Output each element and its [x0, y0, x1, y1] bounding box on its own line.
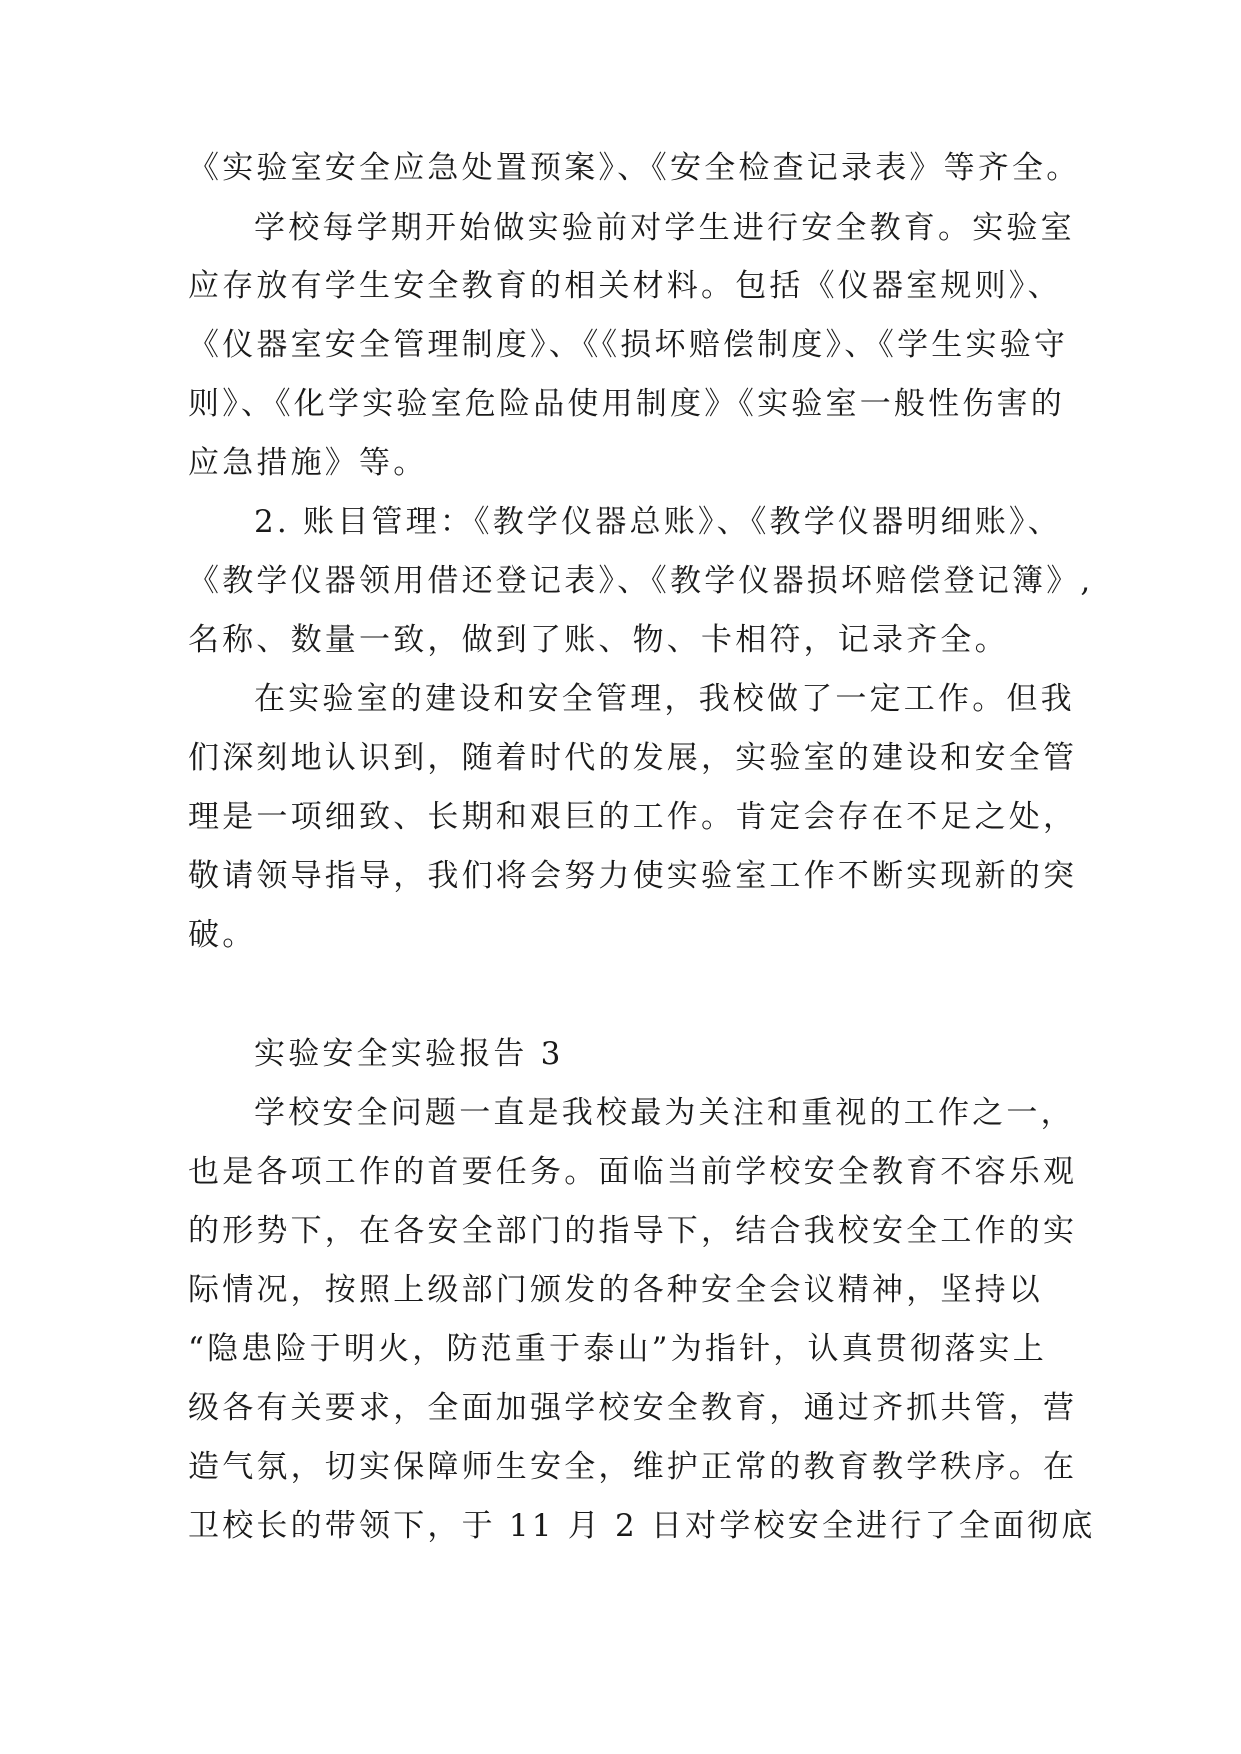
text-line: 学校每学期开始做实验前对学生进行安全教育。实验室	[254, 210, 1075, 246]
text-line: 则》、《化学实验室危险品使用制度》《实验室一般性伤害的	[188, 386, 1065, 422]
text-line: 2. 账目管理：《教学仪器总账》、《教学仪器明细账》、	[254, 504, 1062, 540]
text-line: 际情况，按照上级部门颁发的各种安全会议精神，坚持以	[188, 1272, 1043, 1308]
text-line: 在实验室的建设和安全管理，我校做了一定工作。但我	[254, 681, 1075, 717]
text-line: 们深刻地认识到，随着时代的发展，实验室的建设和安全管	[188, 740, 1078, 776]
text-line: 名称、数量一致，做到了账、物、卡相符，记录齐全。	[188, 622, 1009, 658]
text-line: 《教学仪器领用借还登记表》、《教学仪器损坏赔偿登记簿》,	[188, 563, 1094, 599]
section-heading: 实验安全实验报告 3	[254, 1036, 564, 1072]
text-line: 应存放有学生安全教育的相关材料。包括《仪器室规则》、	[188, 268, 1062, 304]
text-line: 级各有关要求，全面加强学校安全教育，通过齐抓共管，营	[188, 1390, 1078, 1426]
text-line: “隐患险于明火，防范重于泰山”为指针，认真贯彻落实上	[188, 1331, 1047, 1367]
text-line: 《仪器室安全管理制度》、《《损坏赔偿制度》、《学生实验守	[188, 327, 1069, 363]
text-line: 应急措施》等。	[188, 445, 428, 481]
text-line: 《实验室安全应急处置预案》、《安全检查记录表》等齐全。	[188, 150, 1081, 186]
text-line: 的形势下，在各安全部门的指导下，结合我校安全工作的实	[188, 1213, 1078, 1249]
text-line: 敬请领导指导，我们将会努力使实验室工作不断实现新的突	[188, 858, 1078, 894]
text-line: 也是各项工作的首要任务。面临当前学校安全教育不容乐观	[188, 1154, 1078, 1190]
text-line: 卫校长的带领下，于 11 月 2 日对学校安全进行了全面彻底	[188, 1508, 1096, 1544]
text-line: 学校安全问题一直是我校最为关注和重视的工作之一，	[254, 1095, 1075, 1131]
text-line: 破。	[188, 917, 257, 953]
text-line: 理是一项细致、长期和艰巨的工作。肯定会存在不足之处，	[188, 799, 1078, 835]
text-line: 造气氛，切实保障师生安全，维护正常的教育教学秩序。在	[188, 1449, 1078, 1485]
